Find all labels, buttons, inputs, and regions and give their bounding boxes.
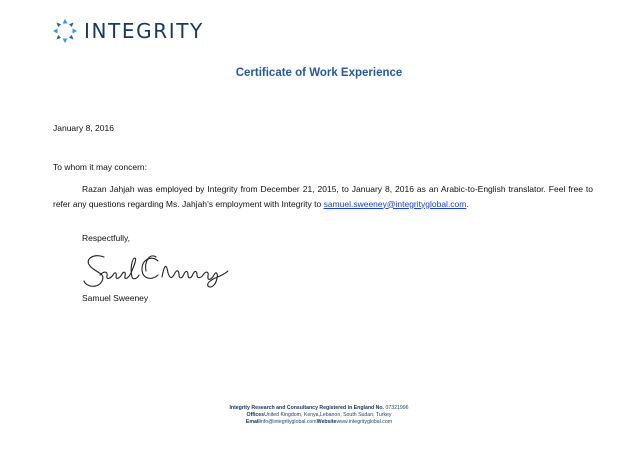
footer-website: www.integrityglobal.com bbox=[336, 419, 393, 426]
certificate-title: Certificate of Work Experience bbox=[235, 67, 403, 79]
footer-email: info@integrityglobal.com bbox=[259, 419, 317, 426]
footer-registered-no: 07321996 bbox=[385, 405, 409, 411]
integrity-logo-icon bbox=[52, 18, 78, 44]
letter-date: January 8, 2016 bbox=[53, 123, 114, 133]
footer-offices: United Kingdom, Kenya,Lebanon, South Sudan, Turkey bbox=[264, 412, 392, 419]
footer bbox=[0, 405, 638, 427]
footer-registered-label: Registered in England No. bbox=[319, 405, 384, 411]
handwritten-signature bbox=[80, 249, 230, 291]
company-logo bbox=[52, 18, 204, 44]
footer-offices-label: Offices bbox=[246, 412, 265, 419]
body-text-part2: . bbox=[466, 198, 469, 209]
body-text-part1: Razan Jahjah was employed by Integrity from December 21, 2015, to January 8, 2016 as an Arabic-to-English translator. Feel free to refer any questions regarding Ms. Jahjah’s employment with Integrity to bbox=[53, 184, 593, 209]
salutation: To whom it may concern: bbox=[53, 162, 148, 172]
footer-company: Integrity Research and Consultancy bbox=[229, 405, 318, 411]
email-link[interactable]: samuel.sweeney@integrityglobal.com bbox=[323, 198, 467, 209]
footer-line-company bbox=[0, 405, 638, 412]
footer-line-contact bbox=[0, 419, 638, 426]
logo-text: INTEGRITY bbox=[84, 19, 204, 43]
closing: Respectfully, bbox=[82, 233, 131, 243]
footer-line-offices bbox=[0, 412, 638, 419]
signer-name: Samuel Sweeney bbox=[82, 293, 149, 303]
footer-website-label: Website bbox=[316, 419, 337, 426]
footer-email-label: Email bbox=[245, 419, 260, 426]
letter-body bbox=[53, 182, 593, 211]
